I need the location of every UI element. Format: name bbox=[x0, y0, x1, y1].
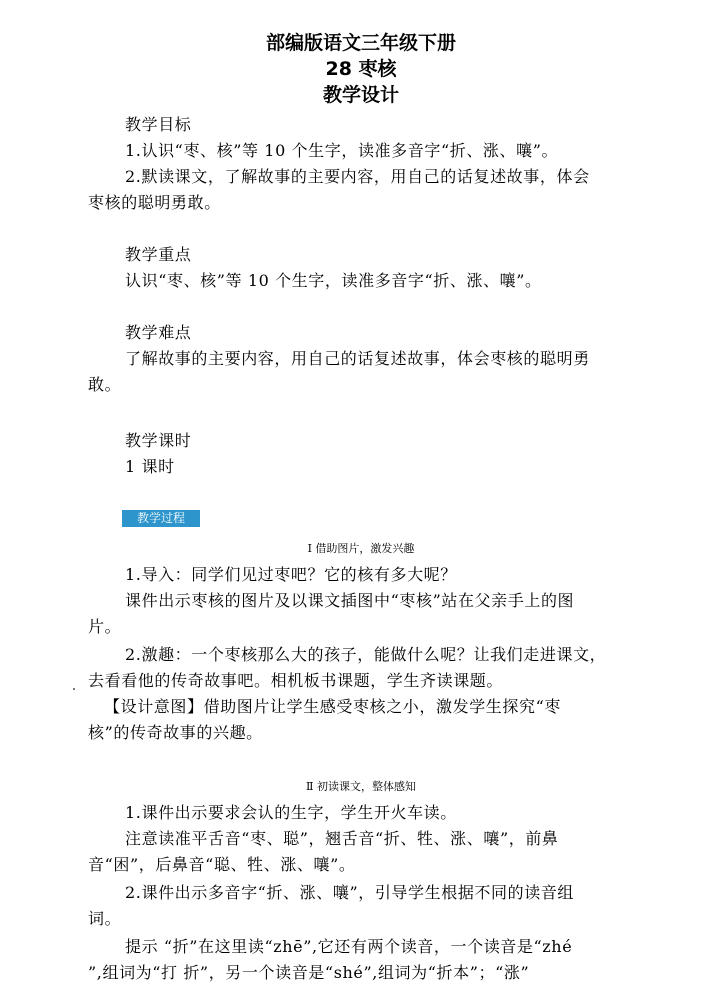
objective-item-2-line-1: 2.默读课文，了解故事的主要内容，用自己的话复述故事，体会 bbox=[125, 167, 590, 186]
objective-item-2-line-2: 枣核的聪明勇敢。 bbox=[88, 193, 221, 212]
difficulties-heading: 教学难点 bbox=[125, 323, 192, 342]
section-2-paragraph-4-line-1: 提示 “折”在这里读“zhē”,它还有两个读音，一个读音是“zhé bbox=[125, 937, 573, 956]
difficulties-text-line-1: 了解故事的主要内容，用自己的话复述故事，体会枣核的聪明勇 bbox=[125, 349, 590, 368]
lesson-title: 28 枣核 bbox=[325, 58, 397, 80]
section-1-paragraph-1: 1.导入：同学们见过枣吧？它的核有多大呢？ bbox=[125, 565, 457, 584]
section-1-paragraph-3-line-1: 2.激趣：一个枣核那么大的孩子，能做什么呢？让我们走进课文， bbox=[125, 645, 607, 664]
objective-item-1: 1.认识“枣、核”等 10 个生字，读准多音字“折、涨、嚷”。 bbox=[125, 141, 559, 160]
section-1-title: Ⅰ 借助图片，激发兴趣 bbox=[307, 542, 415, 555]
section-1-paragraph-3-line-2: 去看看他的传奇故事吧。相机板书课题，学生齐读课题。 bbox=[88, 671, 504, 690]
section-2-paragraph-3-line-1: 2.课件出示多音字“折、涨、嚷”，引导学生根据不同的读音组 bbox=[125, 883, 575, 902]
objectives-heading: 教学目标 bbox=[125, 115, 192, 134]
document-subtitle: 教学设计 bbox=[322, 84, 399, 106]
section-2-paragraph-3-line-2: 词。 bbox=[88, 909, 122, 928]
section-1-paragraph-4-line-2: 核”的传奇故事的兴趣。 bbox=[88, 723, 263, 742]
key-points-heading: 教学重点 bbox=[125, 245, 192, 264]
section-1-paragraph-4-line-1: 【设计意图】借助图片让学生感受枣核之小，激发学生探究“枣 bbox=[104, 697, 561, 716]
document-title: 部编版语文三年级下册 bbox=[265, 32, 456, 54]
key-points-text: 认识“枣、核”等 10 个生字，读准多音字“折、涨、嚷”。 bbox=[125, 271, 542, 290]
stray-dot bbox=[73, 688, 75, 690]
section-2-paragraph-2-line-1: 注意读准平舌音“枣、聪”，翘舌音“折、牲、涨、嚷”，前鼻 bbox=[125, 829, 559, 848]
difficulties-text-line-2: 敢。 bbox=[88, 375, 122, 394]
class-hours-text: 1 课时 bbox=[125, 457, 175, 476]
section-2-paragraph-2-line-2: 音“困”，后鼻音“聪、牲、涨、嚷”。 bbox=[88, 855, 356, 874]
class-hours-heading: 教学课时 bbox=[125, 431, 192, 450]
section-2-title: Ⅱ 初读课文，整体感知 bbox=[306, 780, 416, 793]
section-2-paragraph-1: 1.课件出示要求会认的生字，学生开火车读。 bbox=[125, 803, 457, 822]
section-1-paragraph-2-line-1: 课件出示枣核的图片及以课文插图中“枣核”站在父亲手上的图 bbox=[125, 591, 575, 610]
section-2-paragraph-4-line-2: ”,组词为“打 折”，另一个读音是“shé”,组词为“折本”；“涨” bbox=[88, 963, 530, 982]
process-badge: 教学过程 bbox=[122, 510, 200, 527]
section-1-paragraph-2-line-2: 片。 bbox=[88, 617, 122, 636]
